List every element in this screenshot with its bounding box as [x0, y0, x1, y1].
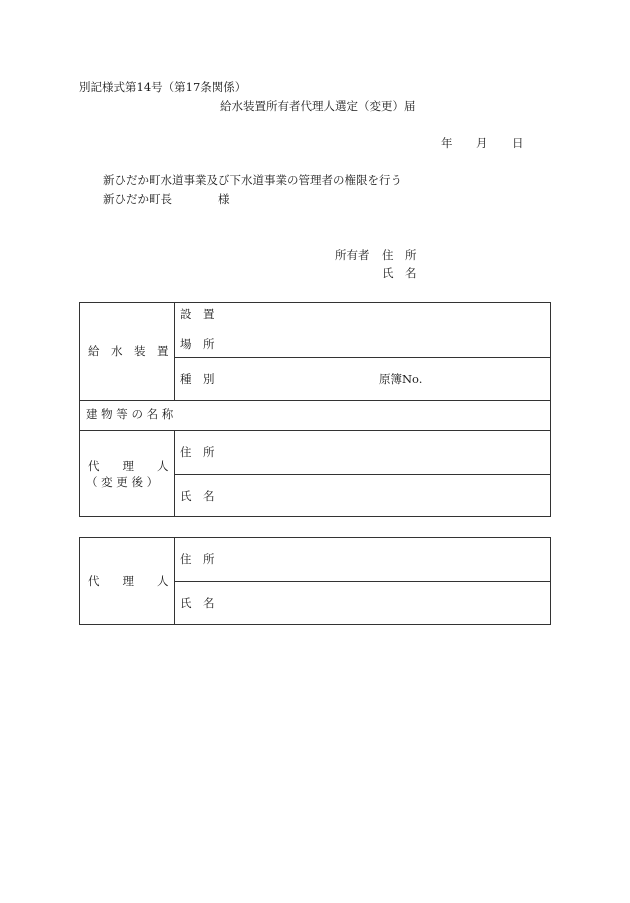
row-divider	[174, 474, 550, 475]
column-divider	[174, 303, 175, 400]
row-divider	[174, 357, 550, 358]
form-number: 別記様式第14号（第17条関係）	[79, 80, 247, 94]
ledger-number-label: 原簿No.	[379, 372, 423, 386]
type-label: 種 別	[180, 372, 215, 386]
date-day[interactable]: 日	[512, 136, 524, 150]
row-divider	[80, 400, 550, 401]
column-divider	[174, 430, 175, 516]
install-label-1: 設 置	[180, 307, 215, 321]
owner-name-label[interactable]: 氏 名	[382, 266, 417, 280]
agent-label: 代 理 人	[88, 459, 169, 473]
agent-table	[79, 537, 551, 625]
recipient-mayor: 新ひだか町長	[103, 192, 172, 206]
agent-address-label[interactable]: 住 所	[180, 552, 215, 566]
recipient-authority: 新ひだか町水道事業及び下水道事業の管理者の権限を行う	[103, 173, 402, 187]
agent-address-label[interactable]: 住 所	[180, 445, 215, 459]
agent-name-label[interactable]: 氏 名	[180, 489, 215, 503]
column-divider	[174, 538, 175, 624]
water-device-label: 給 水 装 置	[88, 344, 169, 358]
row-divider	[174, 581, 550, 582]
owner-label: 所有者	[335, 248, 370, 262]
building-name-label: 建 物 等 の 名 称	[86, 407, 174, 421]
document-title: 給水装置所有者代理人選定（変更）届	[220, 99, 416, 113]
owner-address-label[interactable]: 住 所	[382, 248, 417, 262]
recipient-honorific: 様	[218, 192, 230, 206]
agent-name-label[interactable]: 氏 名	[180, 596, 215, 610]
water-supply-table	[79, 302, 551, 517]
agent-after-change-label: （ 変 更 後 ）	[86, 475, 159, 489]
agent-label: 代 理 人	[88, 574, 169, 588]
date-year[interactable]: 年	[441, 136, 453, 150]
install-label-2: 場 所	[180, 337, 215, 351]
date-month[interactable]: 月	[476, 136, 488, 150]
row-divider	[80, 430, 550, 431]
